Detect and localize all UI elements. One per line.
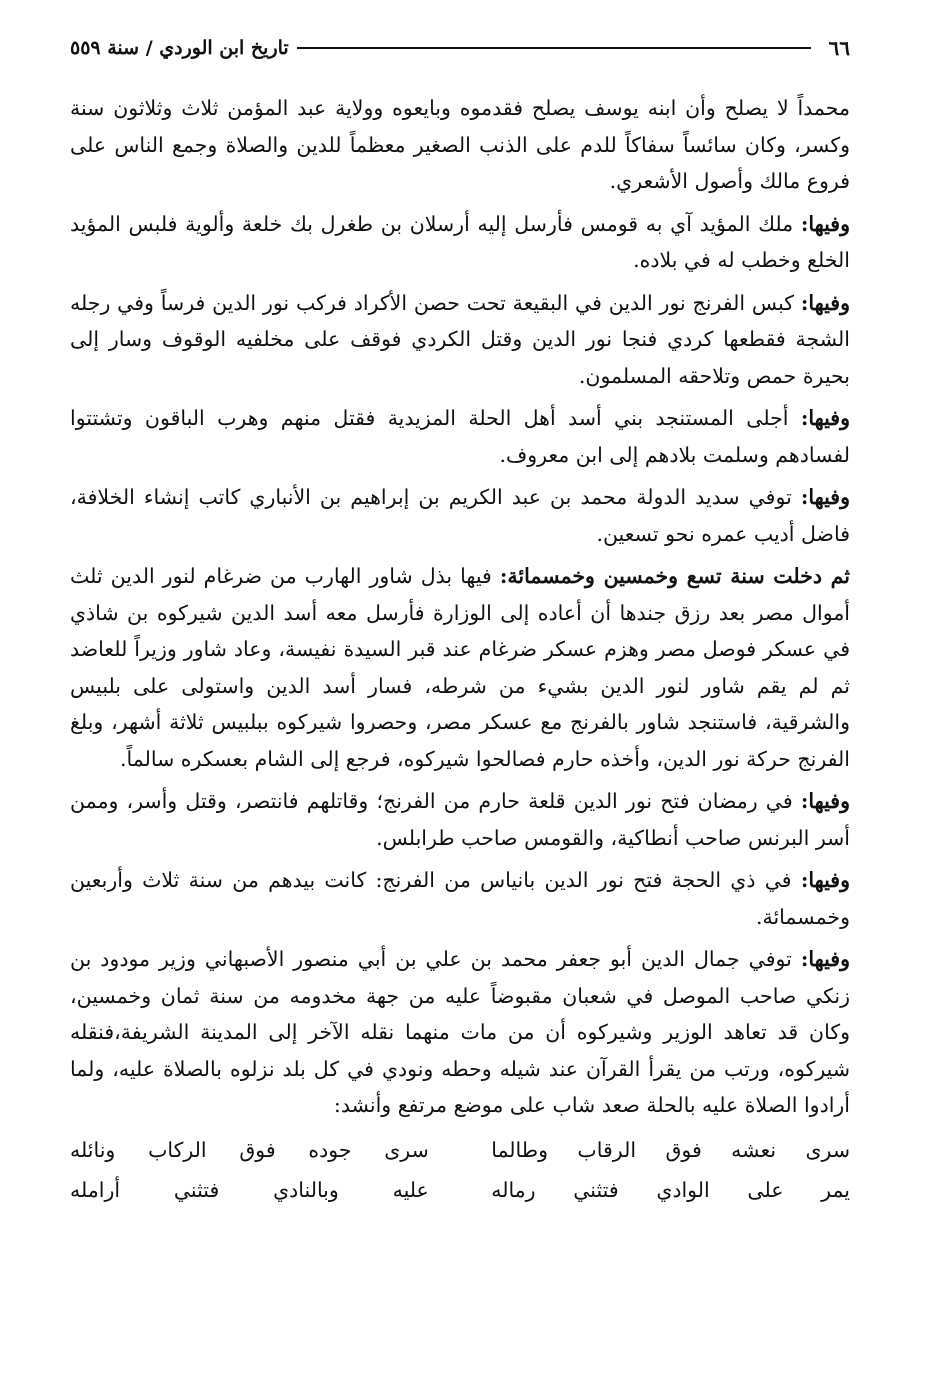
verse-second-hemistich: سرى جوده فوق الركاب ونائله (70, 1137, 429, 1162)
paragraph-text: محمداً لا يصلح وأن ابنه يوسف يصلح فقدموه وبايعوه وولاية عبد المؤمن ثلاث وثلاثون سنة وكسر، وكان سائساً سفاكاً للدم على الذنب الصغير معظماً للدين والصلاة وجمع الناس على فروع مالك وأصول الأشعري. (70, 96, 850, 193)
paragraph (70, 400, 850, 473)
paragraph-lead: وفيها: (800, 485, 850, 509)
paragraph-lead: وفيها: (800, 406, 850, 430)
paragraph (70, 862, 850, 935)
paragraph-text: أجلى المستنجد بني أسد أهل الحلة المزيدية فقتل منهم وهرب الباقون وتشتتوا لفسادهم وسلمت بلادهم إلى ابن معروف. (70, 406, 850, 467)
paragraph-lead: ثم دخلت سنة تسع وخمسين وخمسمائة: (499, 564, 850, 588)
poem-verse (70, 1170, 850, 1210)
paragraph-text: في رمضان فتح نور الدين قلعة حارم من الفرنج؛ وقاتلهم فانتصر، وقتل وأسر، وممن أسر البرنس صاحب أنطاكية، والقومس صاحب طرابلس. (70, 789, 850, 850)
book-page (70, 28, 850, 1210)
paragraph (70, 941, 850, 1124)
poem-verse (70, 1130, 850, 1170)
paragraph-text: ملك المؤيد آي به قومس فأرسل إليه أرسلان بن طغرل بك خلعة وألوية فلبس المؤيد الخلع وخطب له في بلاده. (70, 211, 850, 272)
paragraph-text: كبس الفرنج نور الدين في البقيعة تحت حصن الأكراد فركب نور الدين فرساً وفي رجله الشجة فقطعها كردي فنجا نور الدين وقتل الكردي فوقف على مخلفيه الوقوف وسار إلى بحيرة حمص وتلاحقه المسلمون. (70, 290, 850, 388)
paragraph-text: توفي جمال الدين أبو جعفر محمد بن علي بن أبي منصور الأصبهاني وزير مودود بن زنكي صاحب الموصل في شعبان مقبوضاً عليه من جهة مخدومه من سنة ثمان وخمسين، وكان قد تعاهد الوزير وشيركوه أن من مات منهما نقله الآخر إلى المدينة الشريفة،فنقله شيركوه، ورتب من يقرأ القرآن عند شيله وحطه ونودي في كل بلد نزلوه بالصلاة عليه، ولما أرادوا الصلاة عليه بالحلة صعد شاب على موضع مرتفع وأنشد: (70, 947, 850, 1117)
paragraph-text: في ذي الحجة فتح نور الدين بانياس من الفرنج: كانت بيدهم من سنة ثلاث وأربعين وخمسمائة. (70, 868, 850, 929)
paragraph-lead: وفيها: (800, 947, 850, 971)
poem (70, 1130, 850, 1210)
verse-second-hemistich: عليه وبالنادي فتثني أرامله (70, 1177, 429, 1202)
paragraph (70, 206, 850, 279)
running-title: تاريخ ابن الوردي / سنة ٥٥٩ (70, 37, 289, 59)
paragraph (70, 783, 850, 856)
page-header (70, 28, 850, 68)
page-number: ٦٦ (828, 36, 850, 60)
paragraph-lead: وفيها: (800, 868, 850, 892)
header-rule (297, 47, 811, 49)
paragraph-lead: وفيها: (800, 211, 850, 236)
verse-first-hemistich: سرى نعشه فوق الرقاب وطالما (491, 1137, 850, 1162)
paragraph (70, 558, 850, 777)
paragraph (70, 479, 850, 552)
paragraph-lead: وفيها: (800, 789, 850, 813)
paragraph (70, 90, 850, 200)
paragraph-text: توفي سديد الدولة محمد بن عبد الكريم بن إبراهيم بن الأنباري كاتب إنشاء الخلافة، فاضل أديب عمره نحو تسعين. (70, 485, 850, 546)
verse-first-hemistich: يمر على الوادي فتثني رماله (491, 1177, 850, 1202)
paragraph-text: فيها بذل شاور الهارب من ضرغام لنور الدين ثلث أموال مصر بعد رزق جندها أن أعاده إلى الوزارة فأرسل معه أسد الدين شيركوه بن شاذي في عسكر فوصل مصر وهزم عسكر ضرغام عند قبر السيدة نفيسة، وعاد شاور وزيراً للعاضد ثم لم يقم شاور لنور الدين بشيء من شرطه، فسار أسد الدين واستولى على بلبيس والشرقية، فاستنجد شاور بالفرنج مع عسكر مصر، وحصروا شيركوه ببلبيس ثلاثة أشهر، وبلغ الفرنج حركة نور الدين، وأخذه حارم فصالحوا شيركوه، فرجع إلى الشام بعسكره سالماً. (70, 564, 850, 771)
paragraph (70, 285, 850, 395)
page-body (70, 90, 850, 1210)
paragraph-lead: وفيها: (800, 290, 850, 315)
